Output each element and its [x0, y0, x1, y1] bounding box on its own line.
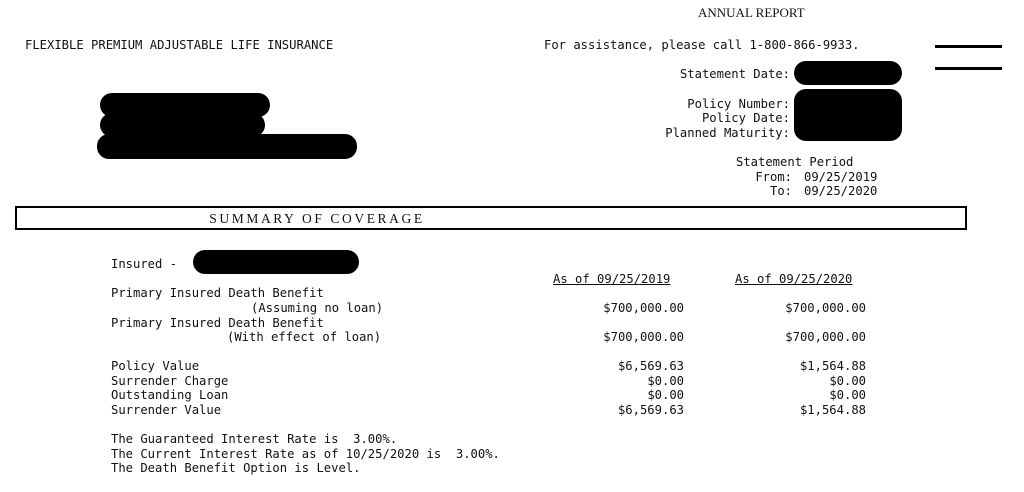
row-label: Surrender Charge — [111, 374, 229, 388]
row-value-2020: $700,000.00 — [785, 301, 866, 315]
statement-period-label: Statement Period — [736, 155, 854, 169]
insured-label: Insured - — [111, 257, 178, 271]
margin-rule-bottom — [935, 67, 1002, 70]
row-value-2019: $0.00 — [647, 374, 684, 388]
note-current-rate: The Current Interest Rate as of 10/25/2020 is 3.00%. — [111, 447, 500, 461]
row-value-2020: $0.00 — [829, 374, 866, 388]
planned-maturity-label: Planned Maturity: — [665, 126, 790, 140]
row-value-2019: $0.00 — [647, 388, 684, 402]
period-from-label: From: — [755, 170, 792, 184]
row-label: Outstanding Loan — [111, 388, 229, 402]
row-value-2020: $1,564.88 — [799, 359, 866, 373]
summary-banner — [15, 206, 967, 230]
row-label: Primary Insured Death Benefit — [111, 316, 324, 330]
row-sublabel: (With effect of loan) — [227, 330, 382, 344]
row-value-2020: $0.00 — [829, 388, 866, 402]
row-label: Policy Value — [111, 359, 200, 373]
assistance-text: For assistance, please call 1-800-866-9933. — [544, 38, 860, 52]
policy-date-label: Policy Date: — [701, 111, 790, 125]
policy-number-label: Policy Number: — [687, 97, 790, 111]
row-value-2020: $700,000.00 — [785, 330, 866, 344]
period-to-label: To: — [769, 184, 792, 198]
row-value-2019: $700,000.00 — [603, 301, 684, 315]
redacted-address-line-3 — [97, 134, 357, 159]
column-header-2019: As of 09/25/2019 — [553, 272, 671, 286]
row-sublabel: (Assuming no loan) — [251, 301, 384, 315]
row-value-2019: $700,000.00 — [603, 330, 684, 344]
report-type-heading: ANNUAL REPORT — [698, 5, 805, 20]
period-to-value: 09/25/2020 — [804, 184, 878, 198]
statement-date-label: Statement Date: — [679, 67, 790, 81]
row-value-2020: $1,564.88 — [799, 403, 866, 417]
summary-title: SUMMARY OF COVERAGE — [209, 211, 425, 226]
row-label: Surrender Value — [111, 403, 222, 417]
period-from-value: 09/25/2019 — [804, 170, 878, 184]
note-guaranteed-rate: The Guaranteed Interest Rate is 3.00%. — [111, 432, 398, 446]
redacted-policy-details — [794, 89, 902, 141]
redacted-statement-date — [794, 61, 902, 85]
row-value-2019: $6,569.63 — [617, 403, 684, 417]
row-label: Primary Insured Death Benefit — [111, 286, 324, 300]
redacted-insured-name — [193, 250, 359, 274]
row-value-2019: $6,569.63 — [617, 359, 684, 373]
note-death-benefit-option: The Death Benefit Option is Level. — [111, 461, 361, 475]
margin-rule-top — [935, 45, 1002, 48]
product-name: FLEXIBLE PREMIUM ADJUSTABLE LIFE INSURANCE — [25, 38, 334, 52]
column-header-2020: As of 09/25/2020 — [735, 272, 853, 286]
